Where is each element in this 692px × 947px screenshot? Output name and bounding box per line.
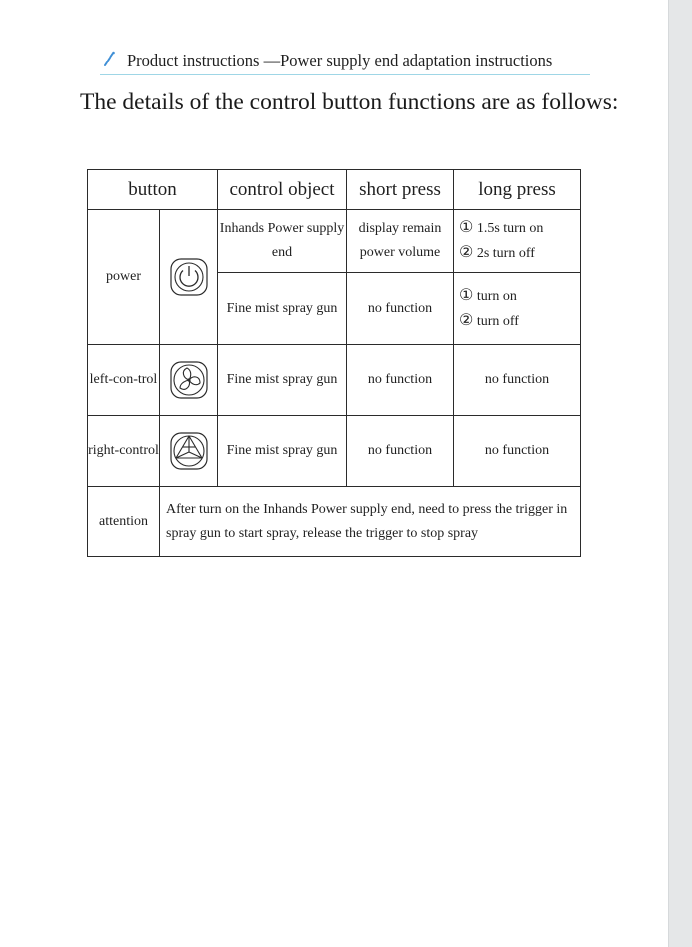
power-object-2: Fine mist spray gun [218, 273, 347, 345]
header-long-press: long press [454, 170, 581, 210]
attention-label: attention [88, 487, 160, 557]
power-long-2 [454, 273, 581, 345]
header-button: button [88, 170, 218, 210]
power-icon [169, 257, 209, 297]
attention-text: After turn on the Inhands Power supply end, need to press the trigger in spray gun to start spray, release the trigger to stop spray [160, 487, 581, 557]
section-heading: The details of the control button functions are as follows: [80, 89, 619, 115]
left-control-object: Fine mist spray gun [218, 345, 347, 416]
power-long-1 [454, 210, 581, 273]
left-control-label: left-con-trol [88, 345, 160, 416]
header-bullet-icon [102, 51, 116, 67]
table-header-row [88, 170, 581, 210]
power-short-1: display remain power volume [347, 210, 454, 273]
long-line: ② 2s turn off [459, 244, 535, 261]
right-control-object: Fine mist spray gun [218, 416, 347, 487]
header-title: Product instructions —Power supply end adaptation instructions [127, 51, 553, 70]
power-short-2: no function [347, 273, 454, 345]
table-row [88, 416, 581, 487]
right-control-long: no function [454, 416, 581, 487]
power-label: power [88, 210, 160, 345]
power-object-1: Inhands Power supply end [218, 210, 347, 273]
page-header [100, 48, 590, 75]
table-row [88, 210, 581, 273]
fan-swirl-icon [169, 360, 209, 400]
long-line: ② turn off [459, 311, 519, 329]
right-control-icon-cell [160, 416, 218, 487]
triangle-mesh-icon [169, 431, 209, 471]
left-control-long: no function [454, 345, 581, 416]
control-button-table [87, 169, 581, 557]
left-control-icon-cell [160, 345, 218, 416]
left-control-short: no function [347, 345, 454, 416]
table-row [88, 487, 581, 557]
power-icon-cell [160, 210, 218, 345]
header-short-press: short press [347, 170, 454, 210]
header-control-object: control object [218, 170, 347, 210]
scrollbar[interactable] [668, 0, 692, 947]
table-row [88, 345, 581, 416]
right-control-label: right-control [88, 416, 160, 487]
long-line: ① 1.5s turn on [459, 219, 544, 236]
long-line: ① turn on [459, 286, 517, 304]
right-control-short: no function [347, 416, 454, 487]
